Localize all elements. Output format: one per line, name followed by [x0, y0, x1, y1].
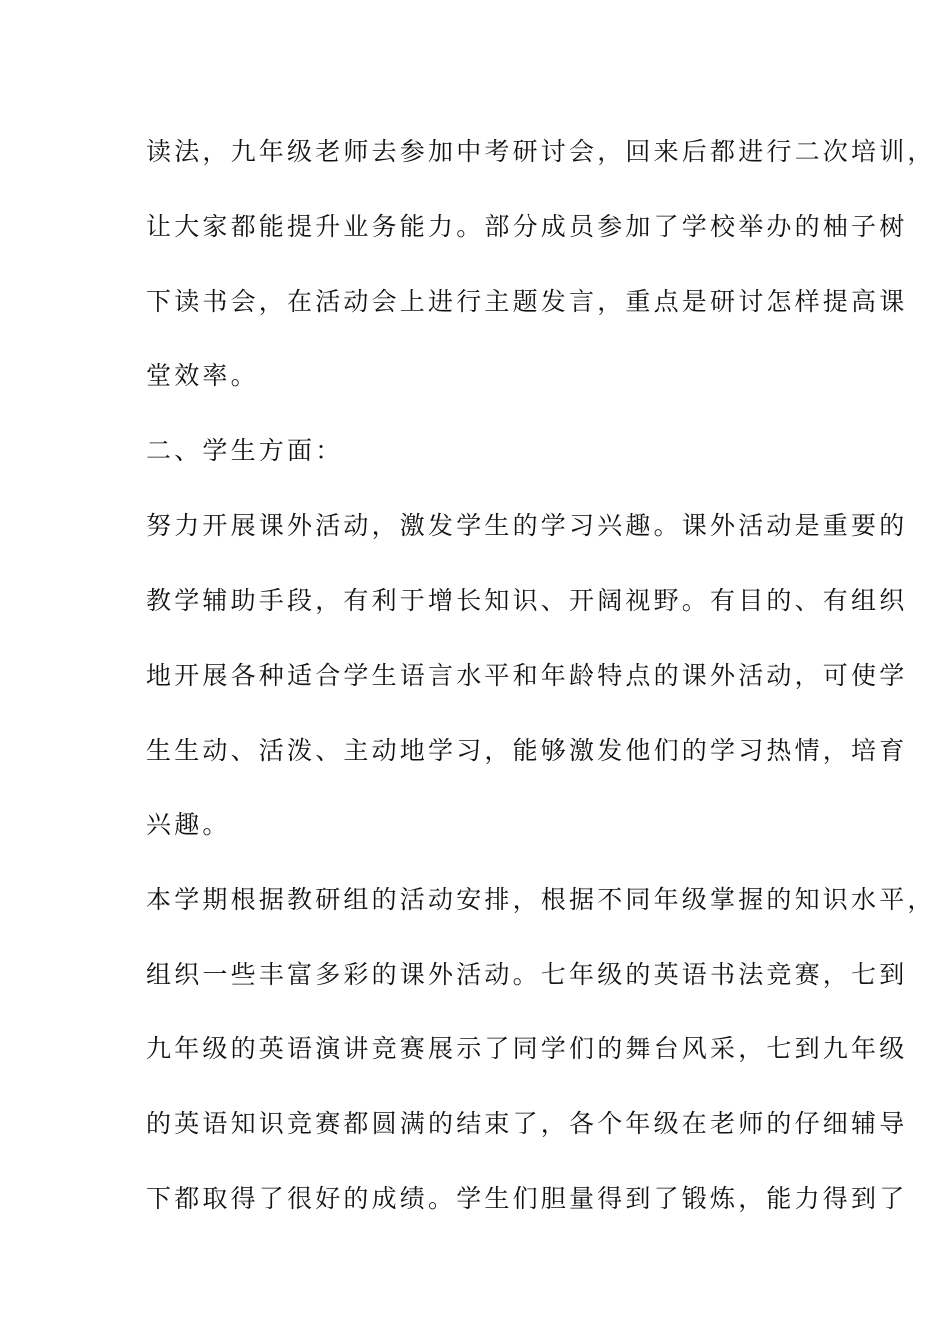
text-line: 本学期根据教研组的活动安排，根据不同年级掌握的知识水平，: [146, 885, 936, 914]
text-line: 读法，九年级老师去参加中考研讨会，回来后都进行二次培训，: [146, 137, 936, 166]
text-line: 地开展各种适合学生语言水平和年龄特点的课外活动，可使学: [146, 661, 908, 690]
text-line: 努力开展课外活动，激发学生的学习兴趣。课外活动是重要的: [146, 511, 908, 540]
text-line: 下读书会，在活动会上进行主题发言，重点是研讨怎样提高课: [146, 287, 908, 316]
text-line: 的英语知识竞赛都圆满的结束了，各个年级在老师的仔细辅导: [146, 1109, 908, 1138]
text-line: 教学辅助手段，有利于增长知识、开阔视野。有目的、有组织: [146, 586, 908, 615]
text-line: 下都取得了很好的成绩。学生们胆量得到了锻炼，能力得到了: [146, 1184, 908, 1213]
text-line: 兴趣。: [146, 810, 231, 839]
text-line: 九年级的英语演讲竞赛展示了同学们的舞台风采，七到九年级: [146, 1034, 908, 1063]
section-heading: 二、学生方面：: [146, 436, 344, 465]
text-line: 生生动、活泼、主动地学习，能够激发他们的学习热情，培育: [146, 736, 908, 765]
text-line: 堂效率。: [146, 361, 259, 390]
text-line: 组织一些丰富多彩的课外活动。七年级的英语书法竞赛，七到: [146, 960, 908, 989]
text-line: 让大家都能提升业务能力。部分成员参加了学校举办的柚子树: [146, 212, 908, 241]
